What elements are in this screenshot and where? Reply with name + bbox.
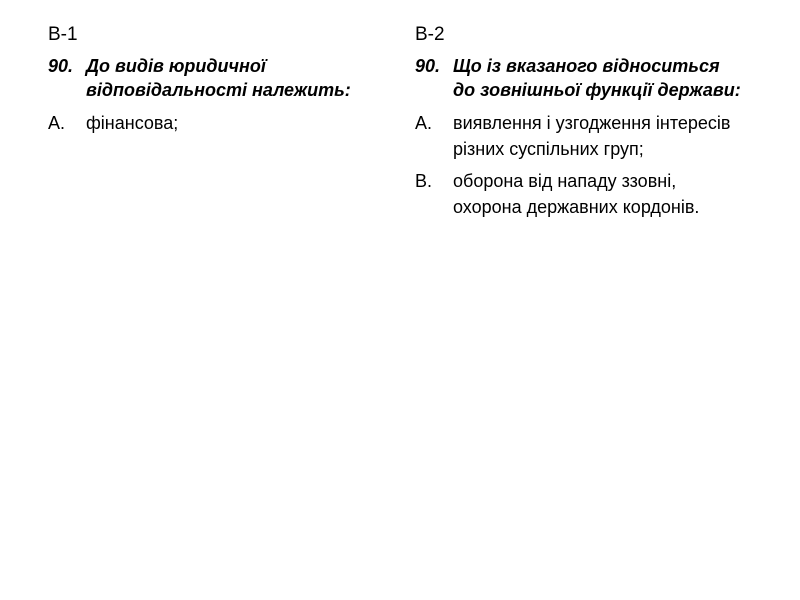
option-letter: В.	[415, 171, 433, 191]
variant-2-question	[415, 54, 745, 102]
variant-2-option-a	[415, 110, 745, 162]
variant-2-options	[415, 110, 745, 220]
variant-2-question-text: Що із вказаного відноситься до зовнішньої функції держави:	[453, 56, 741, 100]
variant-2-column	[415, 22, 745, 226]
variant-2-label: В-2	[415, 24, 445, 45]
variant-1-question-text: До видів юридичної відповідальності належить:	[86, 56, 351, 100]
option-text: оборона від нападу ззовні, охорона державних кордонів.	[453, 171, 700, 217]
option-letter: А.	[48, 113, 66, 133]
variant-2-option-b	[415, 168, 745, 220]
variant-1-option-a	[48, 110, 378, 136]
variant-1-question	[48, 54, 378, 102]
option-letter: А.	[415, 113, 433, 133]
variant-1-options	[48, 110, 378, 136]
variant-1-question-number: 90.	[48, 56, 74, 76]
variant-1-label: В-1	[48, 24, 78, 45]
variant-2-question-number: 90.	[415, 56, 441, 76]
variant-1-column	[48, 22, 378, 142]
option-text: виявлення і узгодження інтересів різних суспільних груп;	[453, 113, 731, 159]
option-text: фінансова;	[86, 113, 179, 133]
